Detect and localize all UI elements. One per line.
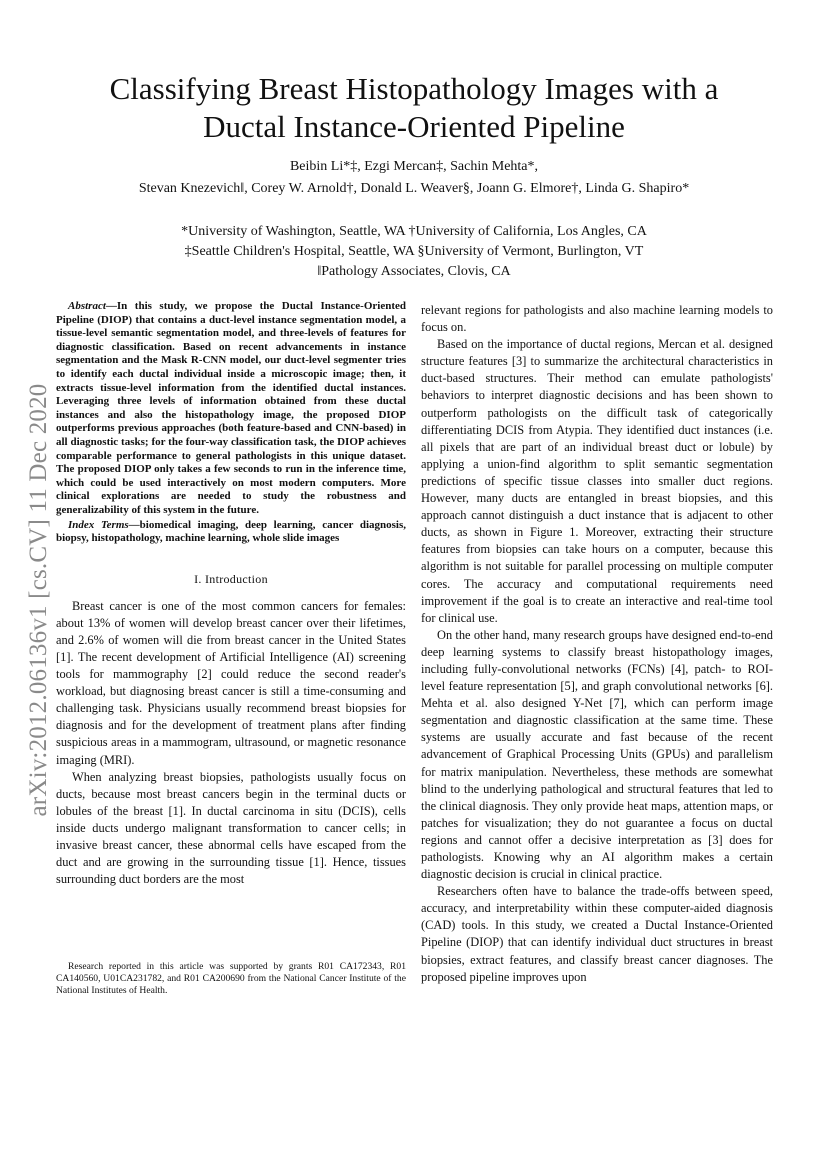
affiliation-list — [60, 222, 768, 282]
body-paragraph: Researchers often have to balance the trade-offs between speed, accuracy, and interpretability within these computer-aided diagnosis (CAD) tools. In this study, we created a Ductal Instance-Oriented Pipeline (DIOP) that can identify individual duct structures in breast biopsies, extract features, and classify breast cancer diagnoses. The proposed pipeline improves upon — [421, 884, 773, 984]
left-column — [56, 300, 406, 888]
body-paragraph: relevant regions for pathologists and also machine learning models to focus on. — [421, 303, 773, 335]
authors-line-1: Beibin Li*‡, Ezgi Mercan‡, Sachin Mehta*, — [289, 159, 539, 174]
abstract-lead: Abstract — [68, 300, 106, 312]
intro-paragraph: When analyzing breast biopsies, pathologists usually focus on ducts, because most breast cancers begin in the terminal ducts or lobules of the breast [1]. In ductal carcinoma in situ (DCIS), cells inside ducts undergo malignant transformation to cancer cells; in invasive breast cancer, these abnormal cells have escaped from the duct and are growing in the surrounding tissue [1]. Hence, tissues surrounding duct borders are the most — [56, 769, 406, 887]
section-heading-introduction: I. Introduction — [194, 571, 268, 586]
arxiv-identifier-text: arXiv:2012.06136v1 [cs.CV] 11 Dec 2020 — [25, 383, 52, 817]
title-line-1: Classifying Breast Histopathology Images with a — [109, 71, 719, 106]
title-line-2: Ductal Instance-Oriented Pipeline — [203, 109, 625, 144]
affiliation-line-2: ‡Seattle Children's Hospital, Seattle, WA §University of Vermont, Burlington, VT — [184, 244, 644, 259]
body-paragraph: On the other hand, many research groups have designed end-to-end deep learning systems to classify breast histopathology images, including fully-convolutional networks (FCNs) [4], patch- to ROI-level feature representation [5], and graph convolutional networks [6]. Mehta et al. also designed Y-Net [7], which can perform image segmentation and diagnostic classification at the same time. These systems are usually accurate and fast because of the recent advancement of Graphical Processing Units (GPUs) and parallelism for matrix manipulation. Nevertheless, these methods are somewhat blind to the underlying pathological and structural features that led to the clinical diagnosis. They only provide heat maps, attention maps, or patches for visualization; they do not guarantee a focus on ductal regions and cannot offer a decisive interpretation as [3] does for pathologists. Knowing why an AI algorithm makes a certain diagnostic decision is crucial in clinical practice. — [421, 627, 773, 882]
intro-paragraph: Breast cancer is one of the most common cancers for females: about 13% of women will develop breast cancer over their lifetimes, and 2.6% of women will die from breast cancer in the United States [1]. The recent development of Artificial Intelligence (AI) screening tools for mammography [2] could reduce the second reader's workload, but diagnosing breast cancer is still a time-consuming and challenging task. Physicians usually recommend breast biopsies for diagnosis and for the development of treatment plans after finding suspicious areas in a mammogram, ultrasound, or magnetic resonance imaging (MRI). — [56, 598, 406, 767]
author-list — [60, 156, 768, 200]
right-column — [421, 302, 773, 986]
arxiv-identifier — [22, 340, 56, 860]
body-paragraph: Based on the importance of ductal regions, Mercan et al. designed structure features [3] to summarize the architectural characteristics in duct-based structures. Their method can emulate pathologists' behaviors to interpret diagnostic decisions and has been shown to outperform pathologists on the difficult task of categorically differentiating DCIS from Atypia. They identified duct instances (i.e. all pixels that are part of an individual breast duct or lobule) by applying a union-find algorithm to split semantic segmentation predictions of specific tissue classes into smaller duct regions. However, many ducts are entangled in breast biopsies, and this approach cannot distinguish a duct instance that is adjacent to other ducts, as shown in Figure 1. Moreover, extracting their structure features from biopsies can take hours on a computer, because this algorithm is not suitable for parallel processing on multiple computer cores. The accuracy and computational requirements need improvement if the goal is to create an interactive and real-time tool for clinical use. — [421, 337, 773, 625]
affiliation-line-1: *University of Washington, Seattle, WA †University of California, Los Angles, CA — [181, 224, 647, 239]
funding-footnote: Research reported in this article was supported by grants R01 CA172343, R01 CA140560, U01CA231782, and R01 CA200690 from the National Cancer Institute of the National Institutes of Health. — [56, 961, 406, 996]
abstract-text: —In this study, we propose the Ductal Instance-Oriented Pipeline (DIOP) that contains a duct-level instance segmentation model, a tissue-level semantic segmentation model, and three-levels of features for diagnostic classification. Based on recent advancements in instance segmentation and the Mask R-CNN model, our duct-level segmenter tries to identify each ductal individual inside a microscopic image; then, it extracts tissue-level information from the identified ductal instances. Leveraging three levels of information obtained from these ductal instances and also the histopathology image, the proposed DIOP outperforms previous approaches (both feature-based and CNN-based) in all diagnostic tasks; for the four-way classification task, the DIOP achieves comparable performance to general pathologists in this unique dataset. The proposed DIOP only takes a few seconds to run in the inference time, which could be used interactively on most modern computers. More clinical explorations are needed to study the robustness and generalizability of this system in the future. — [56, 300, 406, 516]
abstract — [56, 300, 406, 518]
authors-line-2: Stevan Knezevich‖, Corey W. Arnold†, Donald L. Weaver§, Joann G. Elmore†, Linda G. Shapiro* — [138, 181, 690, 196]
index-terms-lead: Index Terms — [68, 518, 129, 531]
affiliation-line-3: ‖Pathology Associates, Clovis, CA — [317, 264, 511, 279]
paper-title — [60, 70, 768, 146]
index-terms-text: —biomedical imaging, deep learning, cancer diagnosis, biopsy, histopathology, machine learning, whole slide images — [56, 518, 406, 545]
index-terms — [56, 519, 406, 546]
